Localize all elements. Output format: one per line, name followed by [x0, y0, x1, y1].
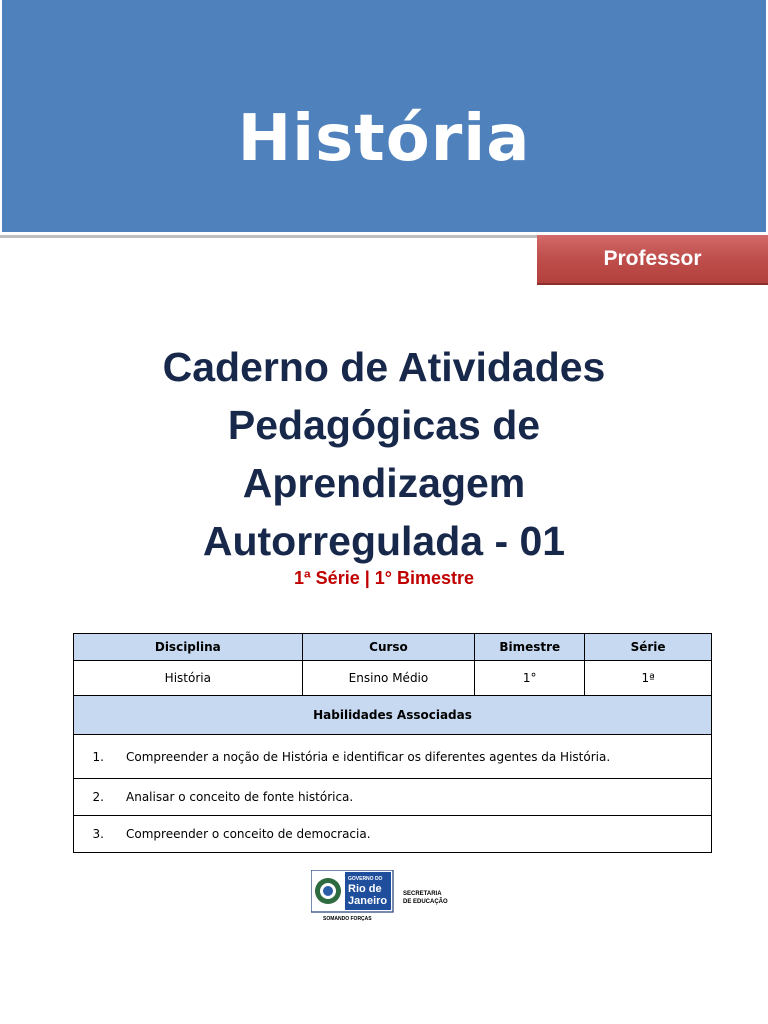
skill-text: Analisar o conceito de fonte histórica. — [126, 790, 354, 804]
skill-cell — [74, 779, 712, 816]
table-row — [74, 661, 712, 696]
skill-cell — [74, 735, 712, 779]
logo-gov-line1: GOVERNO DO — [348, 876, 383, 882]
skill-text: Compreender a noção de História e identificar os diferentes agentes da História. — [126, 749, 611, 764]
header-banner — [2, 0, 766, 232]
value-curso: Ensino Médio — [302, 661, 475, 696]
document-title — [0, 338, 768, 570]
skill-number: 3. — [92, 827, 104, 841]
logo-tagline: SOMANDO FORÇAS — [323, 916, 372, 922]
logo-gov-line2: Rio de — [348, 883, 382, 895]
header-curso: Curso — [302, 634, 475, 661]
subject-title: História — [237, 102, 531, 176]
skill-number: 1. — [92, 749, 104, 764]
value-serie: 1ª — [585, 661, 712, 696]
info-table — [73, 633, 712, 853]
skill-row — [74, 779, 712, 816]
crest-center-icon — [323, 886, 333, 896]
government-logo — [311, 870, 456, 922]
header-serie: Série — [585, 634, 712, 661]
skill-cell — [74, 816, 712, 853]
header-bimestre: Bimestre — [475, 634, 585, 661]
skills-header: Habilidades Associadas — [74, 696, 712, 735]
divider-line — [0, 235, 537, 238]
professor-badge-label: Professor — [603, 247, 702, 270]
table-header-row — [74, 634, 712, 661]
skill-row — [74, 816, 712, 853]
skill-text: Compreender o conceito de democracia. — [126, 827, 371, 841]
document-title-line: Autorregulada - 01 — [202, 518, 566, 564]
document-title-line: Aprendizagem — [242, 460, 526, 506]
logo-gov-line3: Janeiro — [348, 895, 388, 907]
professor-badge — [537, 235, 768, 285]
grade-subtitle: 1ª Série | 1° Bimestre — [294, 568, 474, 588]
skill-row — [74, 735, 712, 779]
value-bimestre: 1° — [475, 661, 585, 696]
skill-number: 2. — [92, 790, 104, 804]
logo-secretaria-line1: SECRETARIA — [403, 891, 442, 897]
header-disciplina: Disciplina — [74, 634, 303, 661]
skills-header-row — [74, 696, 712, 735]
logo-secretaria-line2: DE EDUCAÇÃO — [403, 899, 448, 905]
value-disciplina: História — [74, 661, 303, 696]
document-title-line: Caderno de Atividades — [162, 344, 606, 390]
document-title-line: Pedagógicas de — [227, 402, 541, 448]
